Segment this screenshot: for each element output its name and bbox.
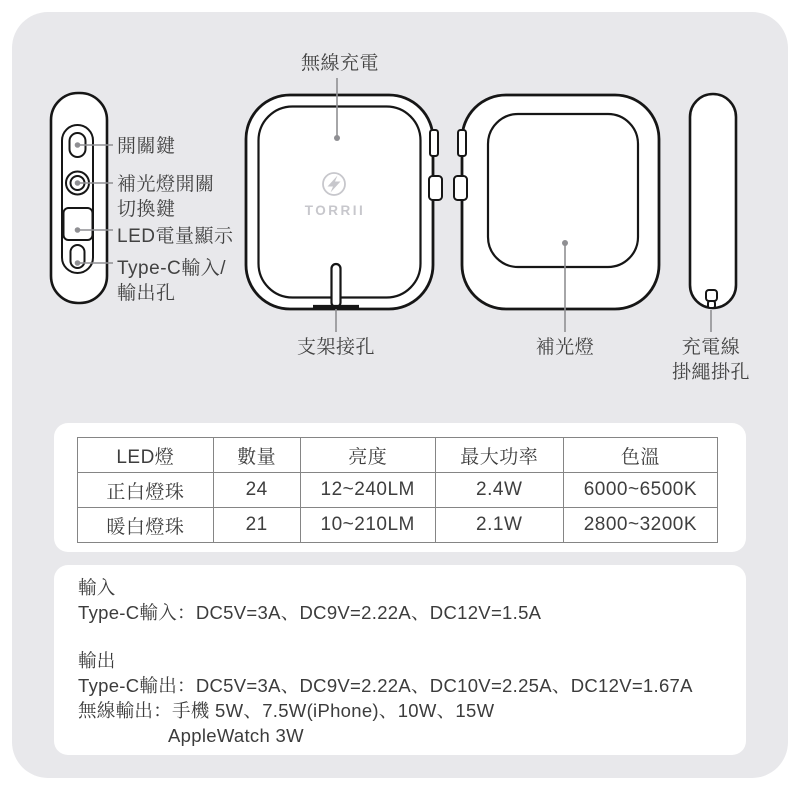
table-cell: 12~240LM <box>300 473 435 508</box>
front-view-device <box>246 95 442 309</box>
table-row <box>78 508 718 543</box>
input-typec-line: Type-C輸入：DC5V=3A、DC9V=2.22A、DC12V=1.5A <box>78 602 542 623</box>
led-battery-display-shape <box>64 208 93 240</box>
power-specs-card <box>54 565 746 755</box>
power-key-label: 開關鍵 <box>117 136 176 157</box>
wireless-charging-label: 無線充電 <box>300 53 379 74</box>
lanyard-hole-label <box>651 335 771 385</box>
type-c-port-label-line2: 輸出孔 <box>117 283 176 304</box>
fill-light-switch-label <box>117 172 215 222</box>
table-cell: 2.1W <box>435 508 563 543</box>
led-table-header: 色溫 <box>563 438 717 473</box>
table-cell: 21 <box>213 508 300 543</box>
table-cell: 正白燈珠 <box>78 473 214 508</box>
led-table-card <box>54 423 746 552</box>
input-title: 輸入 <box>78 577 116 598</box>
table-cell: 6000~6500K <box>563 473 717 508</box>
fill-light-switch-label-line1: 補光燈開關 <box>117 174 215 195</box>
output-title: 輸出 <box>78 650 116 671</box>
back-view-device <box>454 95 659 309</box>
table-cell: 2.4W <box>435 473 563 508</box>
table-cell: 24 <box>213 473 300 508</box>
output-wireless-line: 無線輸出：手機 5W、7.5W(iPhone)、10W、15W <box>78 700 495 721</box>
edge-view-device <box>690 94 736 308</box>
led-table-header: 數量 <box>213 438 300 473</box>
fill-light-label: 補光燈 <box>535 337 595 358</box>
spacer <box>78 625 746 648</box>
table-cell: 2800~3200K <box>563 508 717 543</box>
type-c-port-label-line1: Type-C輸入/ <box>117 258 227 279</box>
led-battery-display-label: LED電量顯示 <box>117 226 234 247</box>
output-typec-line: Type-C輸出：DC5V=3A、DC9V=2.22A、DC10V=2.25A、DC12V=1.67A <box>78 675 693 696</box>
stand-hole-label: 支架接孔 <box>296 337 375 358</box>
type-c-port-label <box>117 256 226 306</box>
lanyard-hole-label-line2: 掛繩掛孔 <box>671 362 750 383</box>
led-table-header-row <box>78 438 718 473</box>
led-spec-table <box>77 437 718 543</box>
led-table-header: 亮度 <box>300 438 435 473</box>
led-table-header: LED燈 <box>78 438 214 473</box>
side-view-device <box>51 93 107 303</box>
fill-light-switch-label-line2: 切換鍵 <box>117 199 176 220</box>
table-row <box>78 473 718 508</box>
output-wireless-watch-line: AppleWatch 3W <box>168 725 304 746</box>
stand-hole-shape <box>332 264 341 307</box>
lanyard-hole-icon <box>706 290 717 308</box>
table-cell: 10~210LM <box>300 508 435 543</box>
led-table-header: 最大功率 <box>435 438 563 473</box>
lanyard-hole-label-line1: 充電線 <box>681 337 741 358</box>
brand-logo: TORRII <box>304 203 366 218</box>
table-cell: 暖白燈珠 <box>78 508 214 543</box>
